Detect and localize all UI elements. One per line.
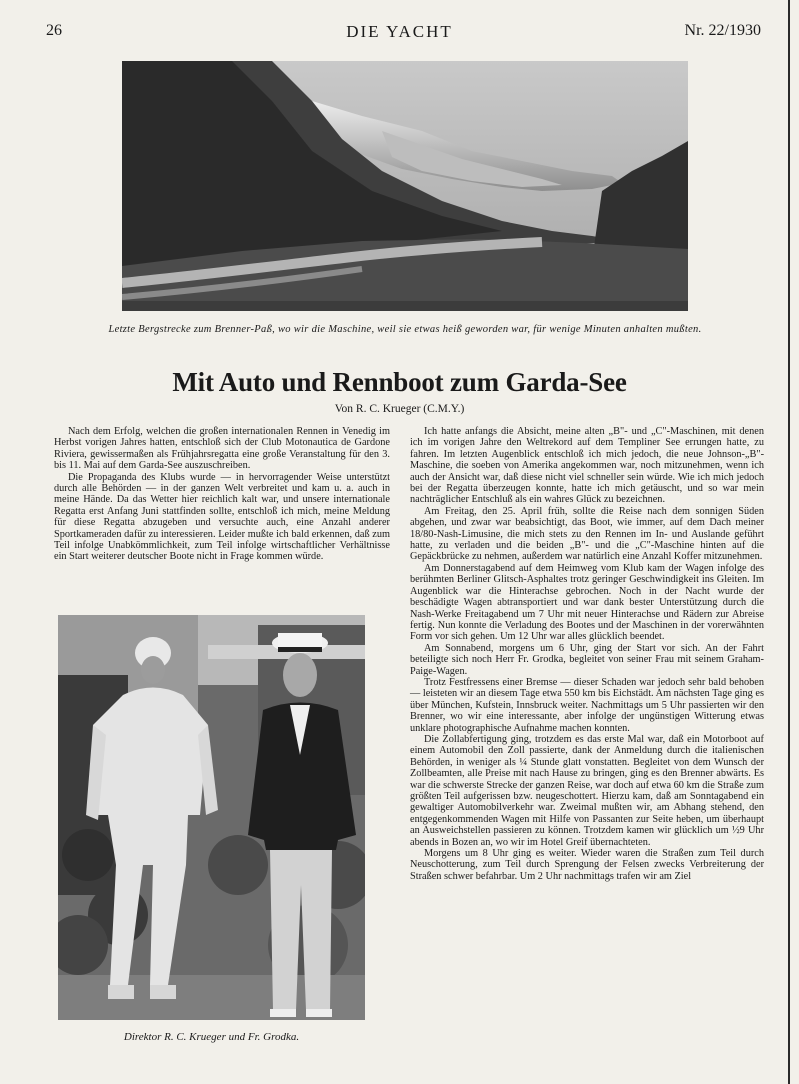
paragraph: Die Zollabfertigung ging, trotzdem es das erste Mal war, daß ein Motorboot auf einem Automobil den Zoll passierte, dank der Anmeldung durch die italienischen Behörden, in weniger als ¼ Stunde glatt vonstatten. Begleitet von dem Wunsch der Zollbeamten, alle Preise mit nach Hause zu bringen, ging es den Brenner abwärts. Es war die schwerste Strecke der ganzen Reise, war doch auf etwa 60 km die Straße zum größten Teil aufgerissen bzw. neugeschottert. Hierzu kam, daß am Sonntagabend ein gewaltiger Automobilverkehr war. Zweimal mußten wir, am Abhang stehend, den entgegenkommenden Wagen mit Hilfe von Passanten zur Seite heben, um überhaupt an Ausweichstellen passieren zu können. Trotzdem kamen wir glücklich um ½9 Uhr abends in Bozen an, wo wir im Hotel Greif übernachteten.	[410, 733, 764, 848]
article-title: Mit Auto und Rennboot zum Garda-See	[172, 367, 627, 397]
article-column-left	[54, 426, 390, 563]
magazine-title: DIE YACHT	[346, 22, 453, 41]
portrait-photo	[58, 615, 365, 1020]
paragraph: Trotz Festfressens einer Bremse — dieser Schaden war jedoch sehr bald behoben — leisteten wir an diesem Tage etwa 550 km bis Eichstädt. Am nächsten Tage ging es über München, Kufstein, Innsbruck weiter. Nachmittags um 5 Uhr passierten wir den Brenner, wo wir eine interessante, aber infolge der ungünstigen Witterung etwas unklare photographische Aufnahme machen konnten.	[410, 676, 764, 734]
article-column-right	[410, 426, 764, 882]
issue-number: Nr. 22/1930	[684, 22, 761, 39]
paragraph: Nach dem Erfolg, welchen die großen internationalen Rennen in Venedig im Herbst vorigen Jahres hatten, entschloß sich der Club Motonautica de Gardone Riviera, gewissermaßen als Frühjahrsregatta eine große Veranstaltung für den 3. bis 11. Mai auf dem Garda-See auszuschreiben.	[54, 426, 390, 472]
paragraph: Am Sonnabend, morgens um 6 Uhr, ging der Start vor sich. An der Fahrt beteiligte sich noch Herr Fr. Grodka, begleitet von seiner Frau mit seinem Graham-Paige-Wagen.	[410, 642, 764, 677]
paragraph: Am Donnerstagabend auf dem Heimweg vom Klub kam der Wagen infolge des berühmten Berliner Glitsch-Asphaltes trotz geringer Geschwindigkeit ins Gleiten. Im Augenblick war die Hinterachse gebrochen. Noch in der Nacht wurde der beschädigte Wagen abtransportiert und war dank bester Unterstützung durch die Nash-Werke Freitagabend um 7 Uhr mit neuer Hinterachse und Rädern zur Abreise fertig. Nun konnte die Verladung des Bootes und der Maschinen in der vorerwähnten Form vor sich gehen. Um 12 Uhr war alles glücklich beendet.	[410, 562, 764, 643]
page-number: 26	[46, 22, 62, 39]
paragraph: Am Freitag, den 25. April früh, sollte die Reise nach dem sonnigen Süden abgehen, und zwar war beabsichtigt, das Boot, wie immer, auf dem Dach meiner 18/80-Nash-Limusine, die mich stets zu den Rennen im In- und Auslande geführt hatte, zu verladen und die beiden „B"- und die „C"-Maschine hinten auf die Gepäckbrücke zu nehmen, außerdem war natürlich eine Anzahl Koffer mitzunehmen.	[410, 505, 764, 563]
article-byline: Von R. C. Krueger (C.M.Y.)	[334, 403, 465, 415]
paragraph: Die Propaganda des Klubs wurde — in hervorragender Weise unterstützt durch alle Behörden — in der ganzen Welt verbreitet und kam u. a. auch in meine Hände. Da das Wetter hier reichlich kalt war, und unsere internationale Regatta erst Anfang Juni stattfinden sollte, entschloß ich mich, meine Meldung für diese Regatta abzugeben und versuchte auch, eine Anzahl anderer Sportkameraden dafür zu interessieren. Leider mußte ich bald erkennen, daß zum Teil infolge Unabkömmlichkeit, zum Teil infolge wirtschaftlicher Verhältnisse ein Start weiterer deutscher Boote nicht in Frage kommen würde.	[54, 471, 390, 563]
paragraph: Morgens um 8 Uhr ging es weiter. Wieder waren die Straßen zum Teil durch Neuschotterung, zum Teil durch Sprengung der Felsen zwecks Verbreiterung der Straßen schwer befahrbar. Um 2 Uhr nachmittags trafen wir am Ziel	[410, 848, 764, 882]
paragraph: Ich hatte anfangs die Absicht, meine alten „B"- und „C"-Maschinen, mit denen ich im vorigen Jahre den Weltrekord auf dem Templiner See errungen hatte, zu fahren. Im letzten Augenblick entschloß ich mich jedoch, die neue Johnson-„B"-Maschine, die soeben von Amerika angekommen war, noch mitzunehmen, wenn ich auch der Ansicht war, daß diese nicht viel schneller sein würde. Wie ich mich jedoch bei der Regatta überzeugen konnte, hatte ich mich getäuscht, und so war mein nachträglicher Entschluß als ein wahres Glück zu bezeichnen.	[410, 426, 764, 506]
page-edge-rule	[788, 0, 790, 1084]
brenner-pass-photo	[122, 61, 688, 311]
bottom-photo-caption: Direktor R. C. Krueger und Fr. Grodka.	[123, 1031, 300, 1043]
page-header	[0, 22, 799, 42]
top-photo-caption: Letzte Bergstrecke zum Brenner-Paß, wo wir die Maschine, weil sie etwas heiß geworden war, für wenige Minuten anhalten mußten.	[108, 324, 702, 335]
